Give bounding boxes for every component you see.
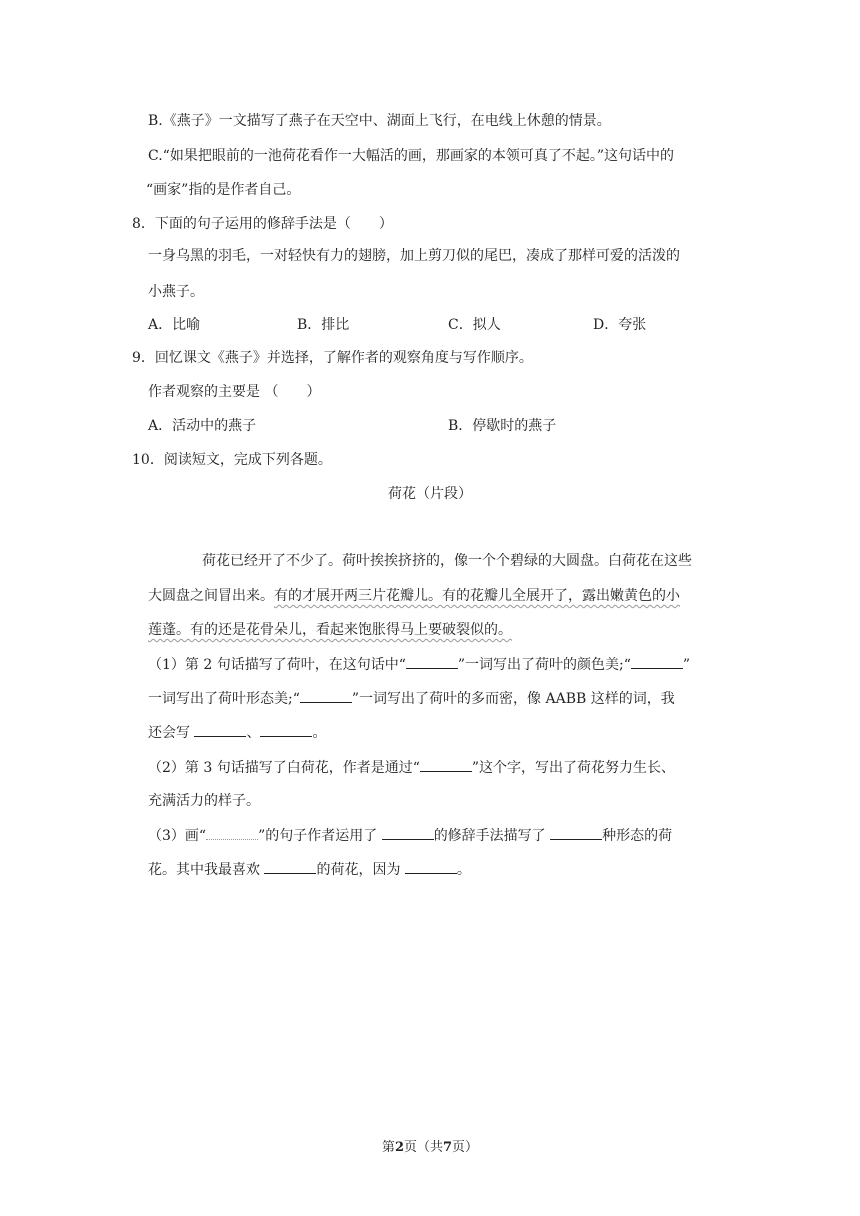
q9-stem: 9．回忆课文《燕子》并选择，了解作者的观察角度与写作顺序。 <box>132 350 533 366</box>
blank-aabb-word-1[interactable] <box>194 722 246 737</box>
q8-option-d: D．夸张 <box>593 317 647 333</box>
sub-q1-text-d: 一词写出了荷叶形态美;“ <box>148 691 300 707</box>
blank-form-count[interactable] <box>550 825 602 840</box>
passage-title: 荷花（片段） <box>388 486 472 502</box>
footer-middle: 页（共 <box>403 1140 443 1155</box>
q7-option-c-line2: “画家”指的是作者自己。 <box>146 182 301 198</box>
sub-q2-line2: 充满活力的样子。 <box>148 793 260 809</box>
sub-q3-text-b: ”的句子作者运用了 <box>258 828 382 844</box>
sub-q1-text-c: ” <box>682 657 691 673</box>
q8-stem: 8．下面的句子运用的修辞手法是（ ） <box>132 216 393 232</box>
sub-q1-line1 <box>148 654 690 675</box>
footer-page-number: 2 <box>394 1140 404 1155</box>
q8-option-c: C．拟人 <box>448 317 501 333</box>
footer-total-pages: 7 <box>443 1140 453 1155</box>
sub-q1-line2 <box>148 688 675 709</box>
sub-q1-text-a: （1）第 2 句话描写了荷叶，在这句话中“ <box>148 657 406 673</box>
sub-q3-line1 <box>148 825 672 846</box>
sub-q3-text-a: （3）画“ <box>148 828 207 844</box>
sub-q1-text-f: 还会写 <box>148 725 195 741</box>
sub-q3-text-c: 的修辞手法描写了 <box>433 828 551 844</box>
sub-q3-line2 <box>148 859 471 880</box>
blank-key-character[interactable] <box>420 757 472 772</box>
passage-line3 <box>148 620 512 640</box>
q7-option-c-line1: C.“如果把眼前的一池荷花看作一大幅活的画，那画家的本领可真了不起。”这句话中的 <box>148 148 674 164</box>
q8-sentence-line1: 一身乌黑的羽毛，一对轻快有力的翅膀，加上剪刀似的尾巴，凑成了那样可爱的活泼的 <box>148 248 680 264</box>
blank-shape-word[interactable] <box>631 654 683 669</box>
passage-line2 <box>148 586 680 606</box>
sub-q3-text-e: 花。其中我最喜欢 <box>148 862 265 878</box>
blank-color-word[interactable] <box>406 654 458 669</box>
passage-line1: 荷花已经开了不少了。荷叶挨挨挤挤的，像一个个碧绿的大圆盘。白荷花在这些 <box>202 553 692 569</box>
q9-option-a: A．活动中的燕子 <box>148 418 257 434</box>
sub-q1-text-h: 。 <box>312 725 327 741</box>
sub-q2-text-b: ”这个字，写出了荷花努力生长、 <box>471 760 676 776</box>
blank-rhetoric[interactable] <box>382 825 434 840</box>
q9-sub: 作者观察的主要是 （ ） <box>148 384 321 400</box>
blank-aabb-word-2[interactable] <box>260 722 312 737</box>
sub-q3-text-g: 。 <box>456 862 471 878</box>
sub-q1-line3 <box>148 722 326 743</box>
sub-q1-text-e: ”一词写出了荷叶的多而密，像 AABB 这样的词，我 <box>351 691 675 707</box>
passage-line3-underlined: 莲蓬。有的还是花骨朵儿，看起来饱胀得马上要破裂似的。 <box>148 622 512 638</box>
page-footer <box>0 1138 860 1158</box>
sub-q1-text-b: ”一词写出了荷叶的颜色美;“ <box>457 657 631 673</box>
footer-prefix: 第 <box>381 1140 395 1155</box>
q9-option-b: B．停歇时的燕子 <box>448 418 557 434</box>
blank-reason[interactable] <box>405 859 457 874</box>
sub-q2-line1 <box>148 757 675 778</box>
passage-line2-underlined: 有的才展开两三片花瓣儿。有的花瓣儿全展开了，露出嫩黄色的小 <box>274 588 680 604</box>
wavy-line-sample <box>206 825 258 840</box>
q8-option-a: A．比喻 <box>148 317 201 333</box>
footer-suffix: 页） <box>452 1140 479 1155</box>
sub-q1-text-g: 、 <box>246 725 261 741</box>
blank-favorite[interactable] <box>264 859 316 874</box>
q7-option-b: B.《燕子》一文描写了燕子在天空中、湖面上飞行，在电线上休憩的情景。 <box>148 113 611 129</box>
passage-line2-plain: 大圆盘之间冒出来。 <box>148 588 274 604</box>
q8-option-b: B．排比 <box>297 317 350 333</box>
sub-q3-text-f: 的荷花，因为 <box>316 862 405 878</box>
blank-dense-word[interactable] <box>300 688 352 703</box>
sub-q2-text-a: （2）第 3 句话描写了白荷花，作者是通过“ <box>148 760 420 776</box>
sub-q3-text-d: 种形态的荷 <box>602 828 673 844</box>
q10-stem: 10．阅读短文，完成下列各题。 <box>132 452 332 468</box>
q8-sentence-line2: 小燕子。 <box>148 284 204 300</box>
